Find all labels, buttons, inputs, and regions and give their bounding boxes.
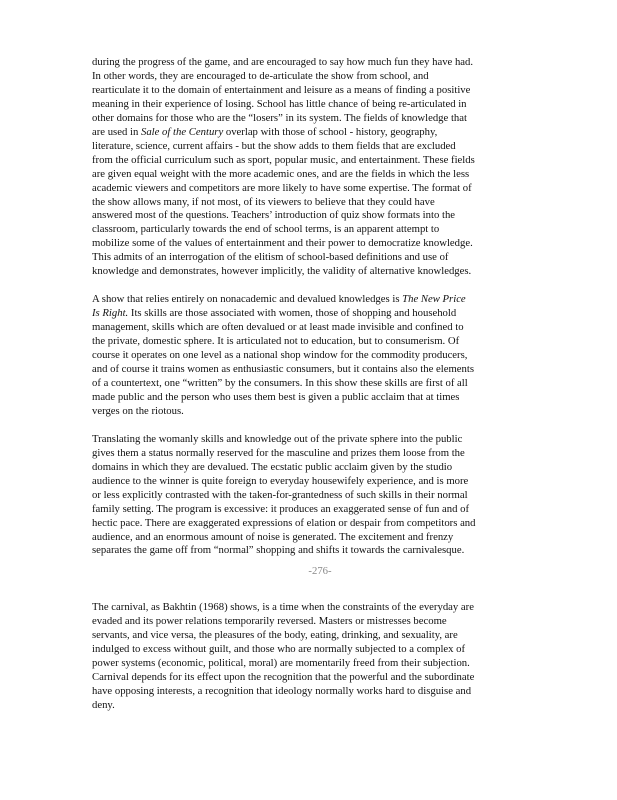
text-line: family setting. The program is excessive: it produces an exaggerated sense of fun and of <box>92 502 470 515</box>
paragraph-spacer <box>92 419 528 433</box>
text-line: hectic pace. There are exaggerated expressions of elation or despair from competitors and <box>92 516 476 529</box>
paragraph-1 <box>92 56 528 279</box>
text-line: other domains for those who are the “losers” in its system. The fields of knowledge that <box>92 111 467 124</box>
paragraph-spacer <box>92 579 528 601</box>
text-line: power systems (economic, political, moral) are momentarily freed from their subjection. <box>92 657 470 670</box>
text-line: evaded and its power relations temporarily reversed. Masters or mistresses become <box>92 615 447 628</box>
text-line: audience to the winner is quite foreign to everyday housewifely experience, and is more <box>92 474 469 487</box>
text-line <box>92 307 528 321</box>
text-line: knowledge and demonstrates, however implicitly, the validity of alternative knowledges. <box>92 265 472 278</box>
paragraph-2 <box>92 293 528 419</box>
text-line: domains in which they are devalued. The ecstatic public acclaim given by the studio <box>92 460 453 473</box>
text-line: audience, and an enormous amount of noise is generated. The excitement and frenzy <box>92 530 454 543</box>
text-line: course it operates on one level as a national shop window for the commodity producers, <box>92 349 468 362</box>
text-line: deny. <box>92 699 115 712</box>
text-line: have opposing interests, a recognition that ideology normally works hard to disguise and <box>92 685 472 698</box>
page-number: -276- <box>308 565 332 578</box>
text-line: verges on the riotous. <box>92 404 184 417</box>
text-line: In other words, they are encouraged to de-articulate the show from school, and <box>92 69 429 82</box>
paragraph-4 <box>92 601 528 713</box>
paragraph-spacer <box>92 279 528 293</box>
italic-title: Is Right. <box>92 307 129 320</box>
text-run: are used in <box>92 125 141 138</box>
document-page <box>92 56 528 713</box>
text-line: literature, science, current affairs - but the show adds to them fields that are excluded <box>92 139 456 152</box>
paragraph-3 <box>92 433 528 559</box>
text-line: from the official curriculum such as sport, popular music, and entertainment. These fields <box>92 153 475 166</box>
text-line: or less explicitly contrasted with the taken-for-grantedness of such skills in their normal <box>92 488 468 501</box>
text-run: A show that relies entirely on nonacademic and devalued knowledges is <box>92 293 403 306</box>
text-line: are given equal weight with the more academic ones, and are the fields in which the less <box>92 167 470 180</box>
text-run: Its skills are those associated with women, those of shopping and household <box>128 307 457 320</box>
text-run: overlap with those of school - history, geography, <box>223 125 438 138</box>
text-line: made public and the person who uses them best is given a public acclaim that at times <box>92 390 460 403</box>
text-line <box>92 126 528 140</box>
text-line: indulged to excess without guilt, and those who are normally subjected to a complex of <box>92 643 466 656</box>
text-line: of a countertext, one “written” by the consumers. In this show these skills are first of all <box>92 376 468 389</box>
italic-title: The New Price <box>402 293 466 306</box>
text-line: rearticulate it to the domain of entertainment and leisure as a means of finding a positive <box>92 83 471 96</box>
text-line: and of course it trains women as enthusiastic consumers, but it contains also the elements <box>92 363 474 376</box>
text-line: management, skills which are often devalued or at least made invisible and confined to <box>92 321 464 334</box>
text-line <box>92 293 528 307</box>
text-line: servants, and vice versa, the pleasures of the body, eating, drinking, and sexuality, are <box>92 629 458 642</box>
text-line: gives them a status normally reserved for the masculine and prizes them loose from the <box>92 446 465 459</box>
text-line: answered most of the questions. Teachers’ introduction of quiz show formats into the <box>92 209 456 222</box>
text-line: Translating the womanly skills and knowledge out of the private sphere into the public <box>92 432 463 445</box>
text-line: during the progress of the game, and are encouraged to say how much fun they have had. <box>92 56 474 68</box>
text-line: classroom, particularly towards the end of school terms, is an apparent attempt to <box>92 223 440 236</box>
text-line: academic viewers and competitors are more likely to have some expertise. The format of <box>92 181 472 194</box>
text-line: the private, domestic sphere. It is articulated not to education, but to consumerism. Of <box>92 335 460 348</box>
text-line: separates the game off from “normal” shopping and shifts it towards the carnivalesque. <box>92 544 465 557</box>
italic-title: Sale of the Century <box>140 125 224 138</box>
text-line: The carnival, as Bakhtin (1968) shows, is a time when the constraints of the everyday are <box>92 601 474 614</box>
text-line: This admits of an interrogation of the elitism of school-based definitions and use of <box>92 251 449 264</box>
text-line: meaning in their experience of losing. School has little chance of being re-articulated in <box>92 97 467 110</box>
text-line: Carnival depends for its effect upon the recognition that the powerful and the subordinate <box>92 671 475 684</box>
text-line: mobilize some of the values of entertainment and their power to democratize knowledge. <box>92 237 473 250</box>
text-line: the show allows many, if not most, of its viewers to believe that they could have <box>92 195 435 208</box>
